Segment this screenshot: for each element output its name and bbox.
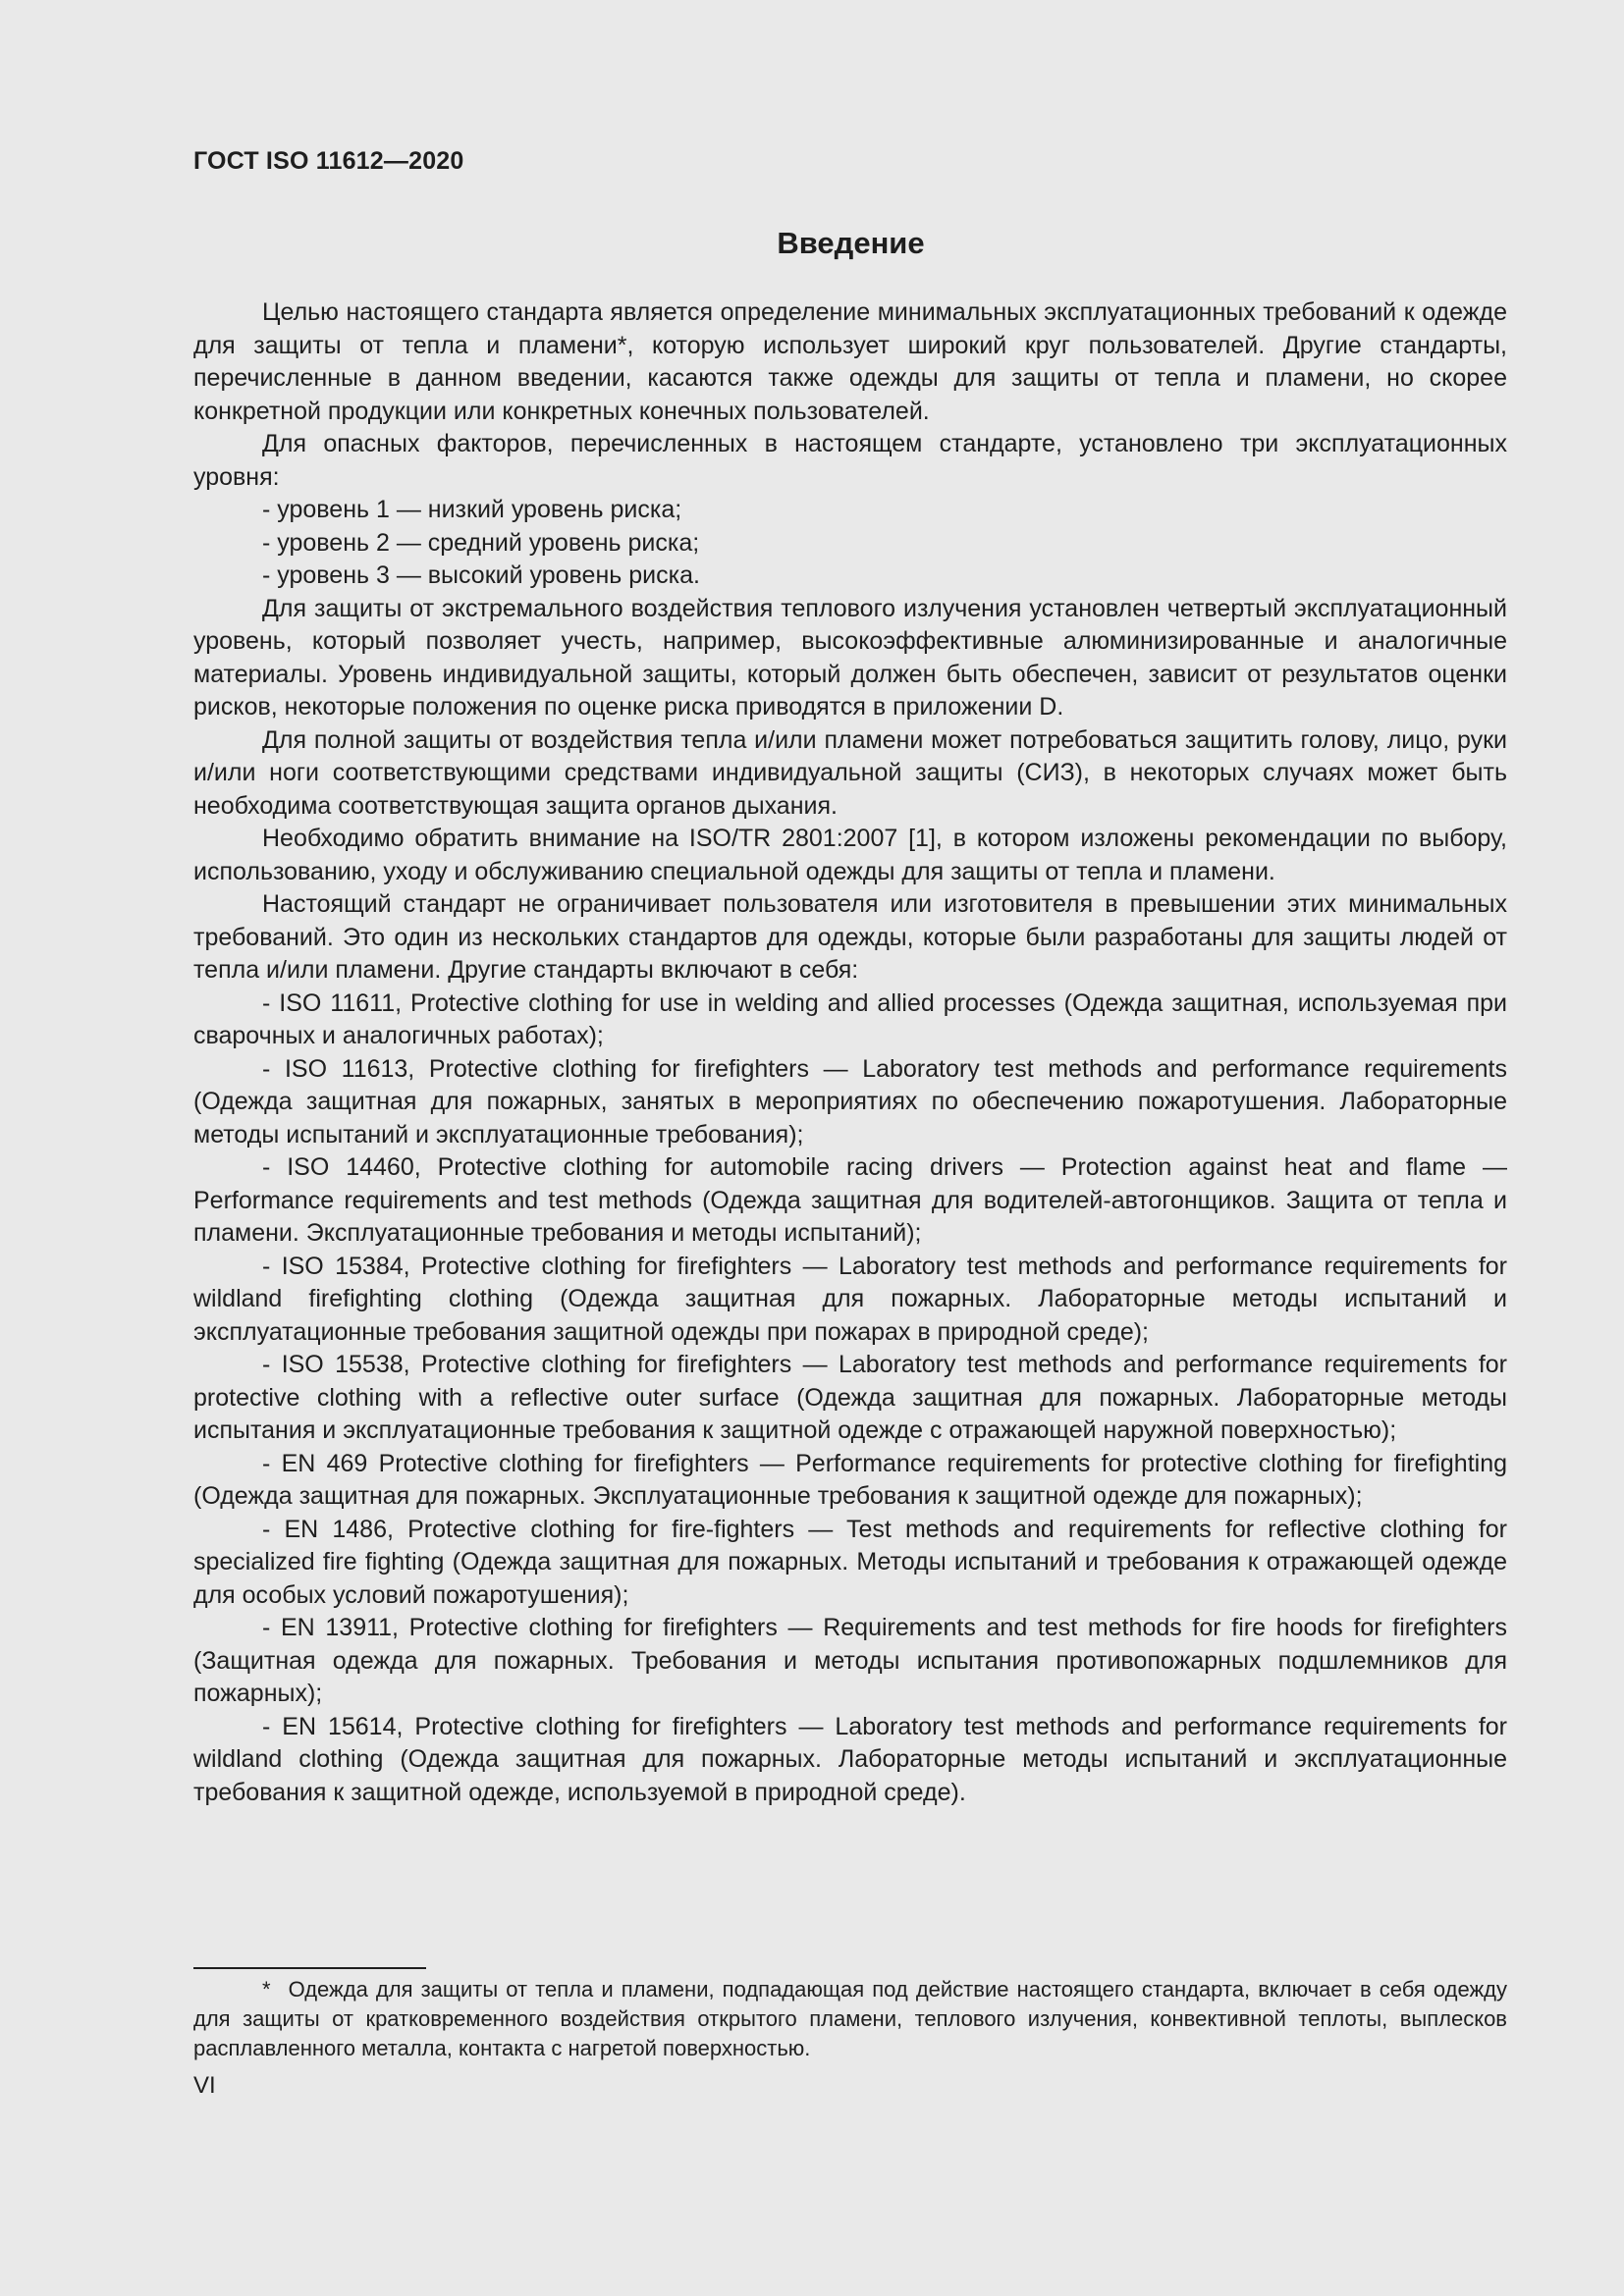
document-header: ГОСТ ISO 11612—2020 bbox=[193, 147, 464, 175]
list-item-standard: - ISO 15538, Protective clothing for firefighters — Laboratory test methods and performance requirements for protective clothing with a reflective outer surface (Одежда защитная для пожарных. Лабораторные методы испытания и эксплуатационные требования к защитной одежде с отражающей наружной поверхностью); bbox=[193, 1351, 1507, 1444]
list-item-risk-level-2: - уровень 2 — средний уровень риска; bbox=[262, 528, 700, 557]
list-item-standard: - EN 13911, Protective clothing for firefighters — Requirements and test methods for fire hoods for firefighters (Защитная одежда для пожарных. Требования и методы испытания противопожарных подшлемников для пожарных); bbox=[193, 1614, 1507, 1707]
list-item-risk-level-3: - уровень 3 — высокий уровень риска. bbox=[262, 561, 700, 589]
footnote bbox=[193, 1975, 1507, 2063]
paragraph-full-protection: Для полной защиты от воздействия тепла и/или пламени может потребоваться защитить голову, лицо, руки и/или ноги соответствующими средствами индивидуальной защиты (СИЗ), в некоторых случаях может быть необходима соответствующая защита органов дыхания. bbox=[193, 725, 1507, 820]
paragraph-purpose: Целью настоящего стандарта является определение минимальных эксплуатационных требований к одежде для защиты от тепла и пламени*, которую использует широкий круг пользователей. Другие стандарты, перечисленные в данном введении, касаются также одежды для защиты от тепла и пламени, но скорее конкретной продукции или конкретных конечных пользователей. bbox=[193, 298, 1507, 425]
paragraph-levels-intro: Для опасных факторов, перечисленных в настоящем стандарте, установлено три эксплуатационных уровня: bbox=[193, 430, 1507, 491]
list-item-standard: - EN 469 Protective clothing for firefighters — Performance requirements for protective clothing for firefighting (Одежда защитная для пожарных. Эксплуатационные требования к защитной одежде для пожарных); bbox=[193, 1449, 1507, 1510]
list-item-standard: - EN 15614, Protective clothing for firefighters — Laboratory test methods and performance requirements for wildland clothing (Одежда защитная для пожарных. Лабораторные методы испытаний и эксплуатационные требования к защитной одежде, используемой в природной среде). bbox=[193, 1712, 1507, 1806]
footnote-mark: * bbox=[262, 1977, 271, 2002]
paragraph-other-standards-intro: Настоящий стандарт не ограничивает пользователя или изготовителя в превышении этих минимальных требований. Это один из нескольких стандартов для одежды, которые были разработаны для защиты людей от тепла и/или пламени. Другие стандарты включают в себя: bbox=[193, 890, 1507, 984]
list-item-standard: - ISO 14460, Protective clothing for automobile racing drivers — Protection against heat and flame — Performance requirements and test methods (Одежда защитная для водителей-автогонщиков. Защита от тепла и пламени. Эксплуатационные требования и методы испытаний); bbox=[193, 1153, 1507, 1247]
list-item-standard: - ISO 11611, Protective clothing for use in welding and allied processes (Одежда защитная, используемая при сварочных и аналогичных работах); bbox=[193, 988, 1507, 1049]
footnote-text: Одежда для защиты от тепла и пламени, подпадающая под действие настоящего стандарта, включает в себя одежду для защиты от кратковременного воздействия открытого пламени, теплового излучения, конвективной теплоты, выплесков расплавленного металла, контакта с нагретой поверхностью. bbox=[193, 1977, 1507, 2060]
paragraph-iso-tr-reference: Необходимо обратить внимание на ISO/TR 2801:2007 [1], в котором изложены рекомендации по выбору, использованию, уходу и обслуживанию специальной одежды для защиты от тепла и пламени. bbox=[193, 825, 1507, 885]
page-number: VI bbox=[193, 2072, 216, 2099]
paragraph-fourth-level: Для защиты от экстремального воздействия теплового излучения установлен четвертый эксплуатационный уровень, который позволяет учесть, например, высокоэффективные алюминизированные и аналогичные материалы. Уровень индивидуальной защиты, который должен быть обеспечен, зависит от результатов оценки рисков, некоторые положения по оценке риска приводятся в приложении D. bbox=[193, 594, 1507, 721]
footnote-divider bbox=[193, 1967, 426, 1969]
body-text bbox=[193, 296, 1507, 1809]
list-item-risk-level-1: - уровень 1 — низкий уровень риска; bbox=[262, 496, 682, 523]
list-item-standard: - EN 1486, Protective clothing for fire-fighters — Test methods and requirements for reflective clothing for specialized fire fighting (Одежда защитная для пожарных. Методы испытаний и требования к отражающей одежде для особых условий пожаротушения); bbox=[193, 1515, 1507, 1609]
section-title: Введение bbox=[777, 226, 925, 260]
list-item-standard: - ISO 15384, Protective clothing for firefighters — Laboratory test methods and performance requirements for wildland firefighting clothing (Одежда защитная для пожарных. Лабораторные методы испытаний и эксплуатационные требования защитной одежды при пожарах в природной среде); bbox=[193, 1252, 1507, 1346]
list-item-standard: - ISO 11613, Protective clothing for firefighters — Laboratory test methods and performance requirements (Одежда защитная для пожарных, занятых в мероприятиях по обеспечению пожаротушения. Лабораторные методы испытаний и эксплуатационные требования); bbox=[193, 1054, 1507, 1148]
